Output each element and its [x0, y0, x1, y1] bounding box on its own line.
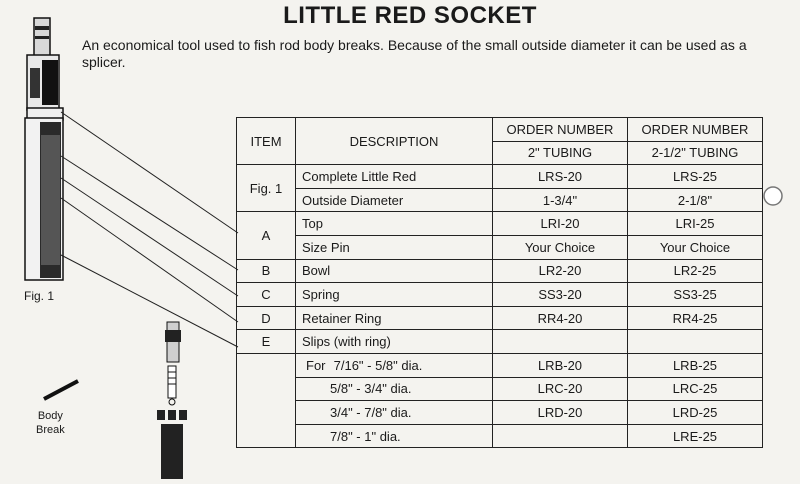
order-20-cell: [493, 330, 628, 354]
slip-size-row: [237, 424, 763, 448]
item-cell-empty: [237, 353, 296, 447]
order-20-cell: LRC-20: [493, 377, 628, 401]
order-25-cell: 2-1/8": [628, 188, 763, 212]
description-cell: Retainer Ring: [296, 306, 493, 330]
slip-size-cell: 5/8" - 3/4" dia.: [296, 377, 493, 401]
order-25-cell: LRI-25: [628, 212, 763, 236]
table-row: [237, 188, 763, 212]
item-cell: Fig. 1: [237, 165, 296, 212]
intro-text: An economical tool used to fish rod body breaks. Because of the small outside diameter it can be used as a splicer.: [82, 37, 747, 70]
order-25-cell: LR2-25: [628, 259, 763, 283]
item-cell: B: [237, 259, 296, 283]
item-cell: C: [237, 283, 296, 307]
parts-table: [236, 117, 763, 448]
slip-size-row: [237, 353, 763, 377]
order-25-cell: RR4-25: [628, 306, 763, 330]
order-20-cell: LRI-20: [493, 212, 628, 236]
order-20-cell: Your Choice: [493, 235, 628, 259]
page-title: LITTLE RED SOCKET: [283, 2, 537, 29]
description-cell: Spring: [296, 283, 493, 307]
header-order-number-20: ORDER NUMBER: [493, 118, 628, 142]
punch-hole: [764, 187, 782, 205]
description-cell: Size Pin: [296, 235, 493, 259]
order-20-cell: LR2-20: [493, 259, 628, 283]
body-break-rod: [44, 381, 78, 399]
slip-size-text: 7/16" - 5/8" dia.: [333, 357, 423, 373]
order-20-cell: LRB-20: [493, 353, 628, 377]
order-20-cell: LRS-20: [493, 165, 628, 189]
description-cell: Top: [296, 212, 493, 236]
table-header-row: [237, 118, 763, 142]
order-20-cell: [493, 424, 628, 448]
header-description: DESCRIPTION: [296, 118, 493, 165]
slip-size-cell: 3/4" - 7/8" dia.: [296, 401, 493, 425]
item-cell: E: [237, 330, 296, 354]
table-row: [237, 212, 763, 236]
item-cell: D: [237, 306, 296, 330]
slip-size-row: [237, 401, 763, 425]
table-row: [237, 283, 763, 307]
slip-size-row: [237, 377, 763, 401]
figure-label: Fig. 1: [24, 289, 55, 303]
body-break-label: [36, 409, 65, 437]
header-tubing-2: 2" TUBING: [493, 141, 628, 165]
header-order-number-25: ORDER NUMBER: [628, 118, 763, 142]
slip-size-cell: 7/8" - 1" dia.: [296, 424, 493, 448]
order-25-cell: Your Choice: [628, 235, 763, 259]
socket-tool-drawing: [25, 18, 63, 280]
order-25-cell: LRD-25: [628, 401, 763, 425]
order-25-cell: LRE-25: [628, 424, 763, 448]
order-20-cell: LRD-20: [493, 401, 628, 425]
order-25-cell: [628, 330, 763, 354]
description-cell: Bowl: [296, 259, 493, 283]
table-row: [237, 165, 763, 189]
slip-size-cell: [296, 353, 493, 377]
item-cell: A: [237, 212, 296, 259]
description-cell: Complete Little Red: [296, 165, 493, 189]
body-break-label-line2: Break: [36, 424, 65, 436]
description-cell: Slips (with ring): [296, 330, 493, 354]
order-25-cell: LRB-25: [628, 353, 763, 377]
header-item: ITEM: [237, 118, 296, 165]
order-20-cell: RR4-20: [493, 306, 628, 330]
leader-lines: [61, 112, 238, 347]
body-break-label-line1: Body: [37, 410, 63, 422]
order-25-cell: LRC-25: [628, 377, 763, 401]
table-row: [237, 306, 763, 330]
description-cell: Outside Diameter: [296, 188, 493, 212]
order-20-cell: 1-3/4": [493, 188, 628, 212]
table-row: [237, 330, 763, 354]
exploded-parts-drawing: [157, 322, 187, 479]
table-row: [237, 259, 763, 283]
slip-for-label: For: [306, 357, 326, 373]
order-20-cell: SS3-20: [493, 283, 628, 307]
header-tubing-2-5: 2-1/2" TUBING: [628, 141, 763, 165]
order-25-cell: SS3-25: [628, 283, 763, 307]
table-row: [237, 235, 763, 259]
order-25-cell: LRS-25: [628, 165, 763, 189]
